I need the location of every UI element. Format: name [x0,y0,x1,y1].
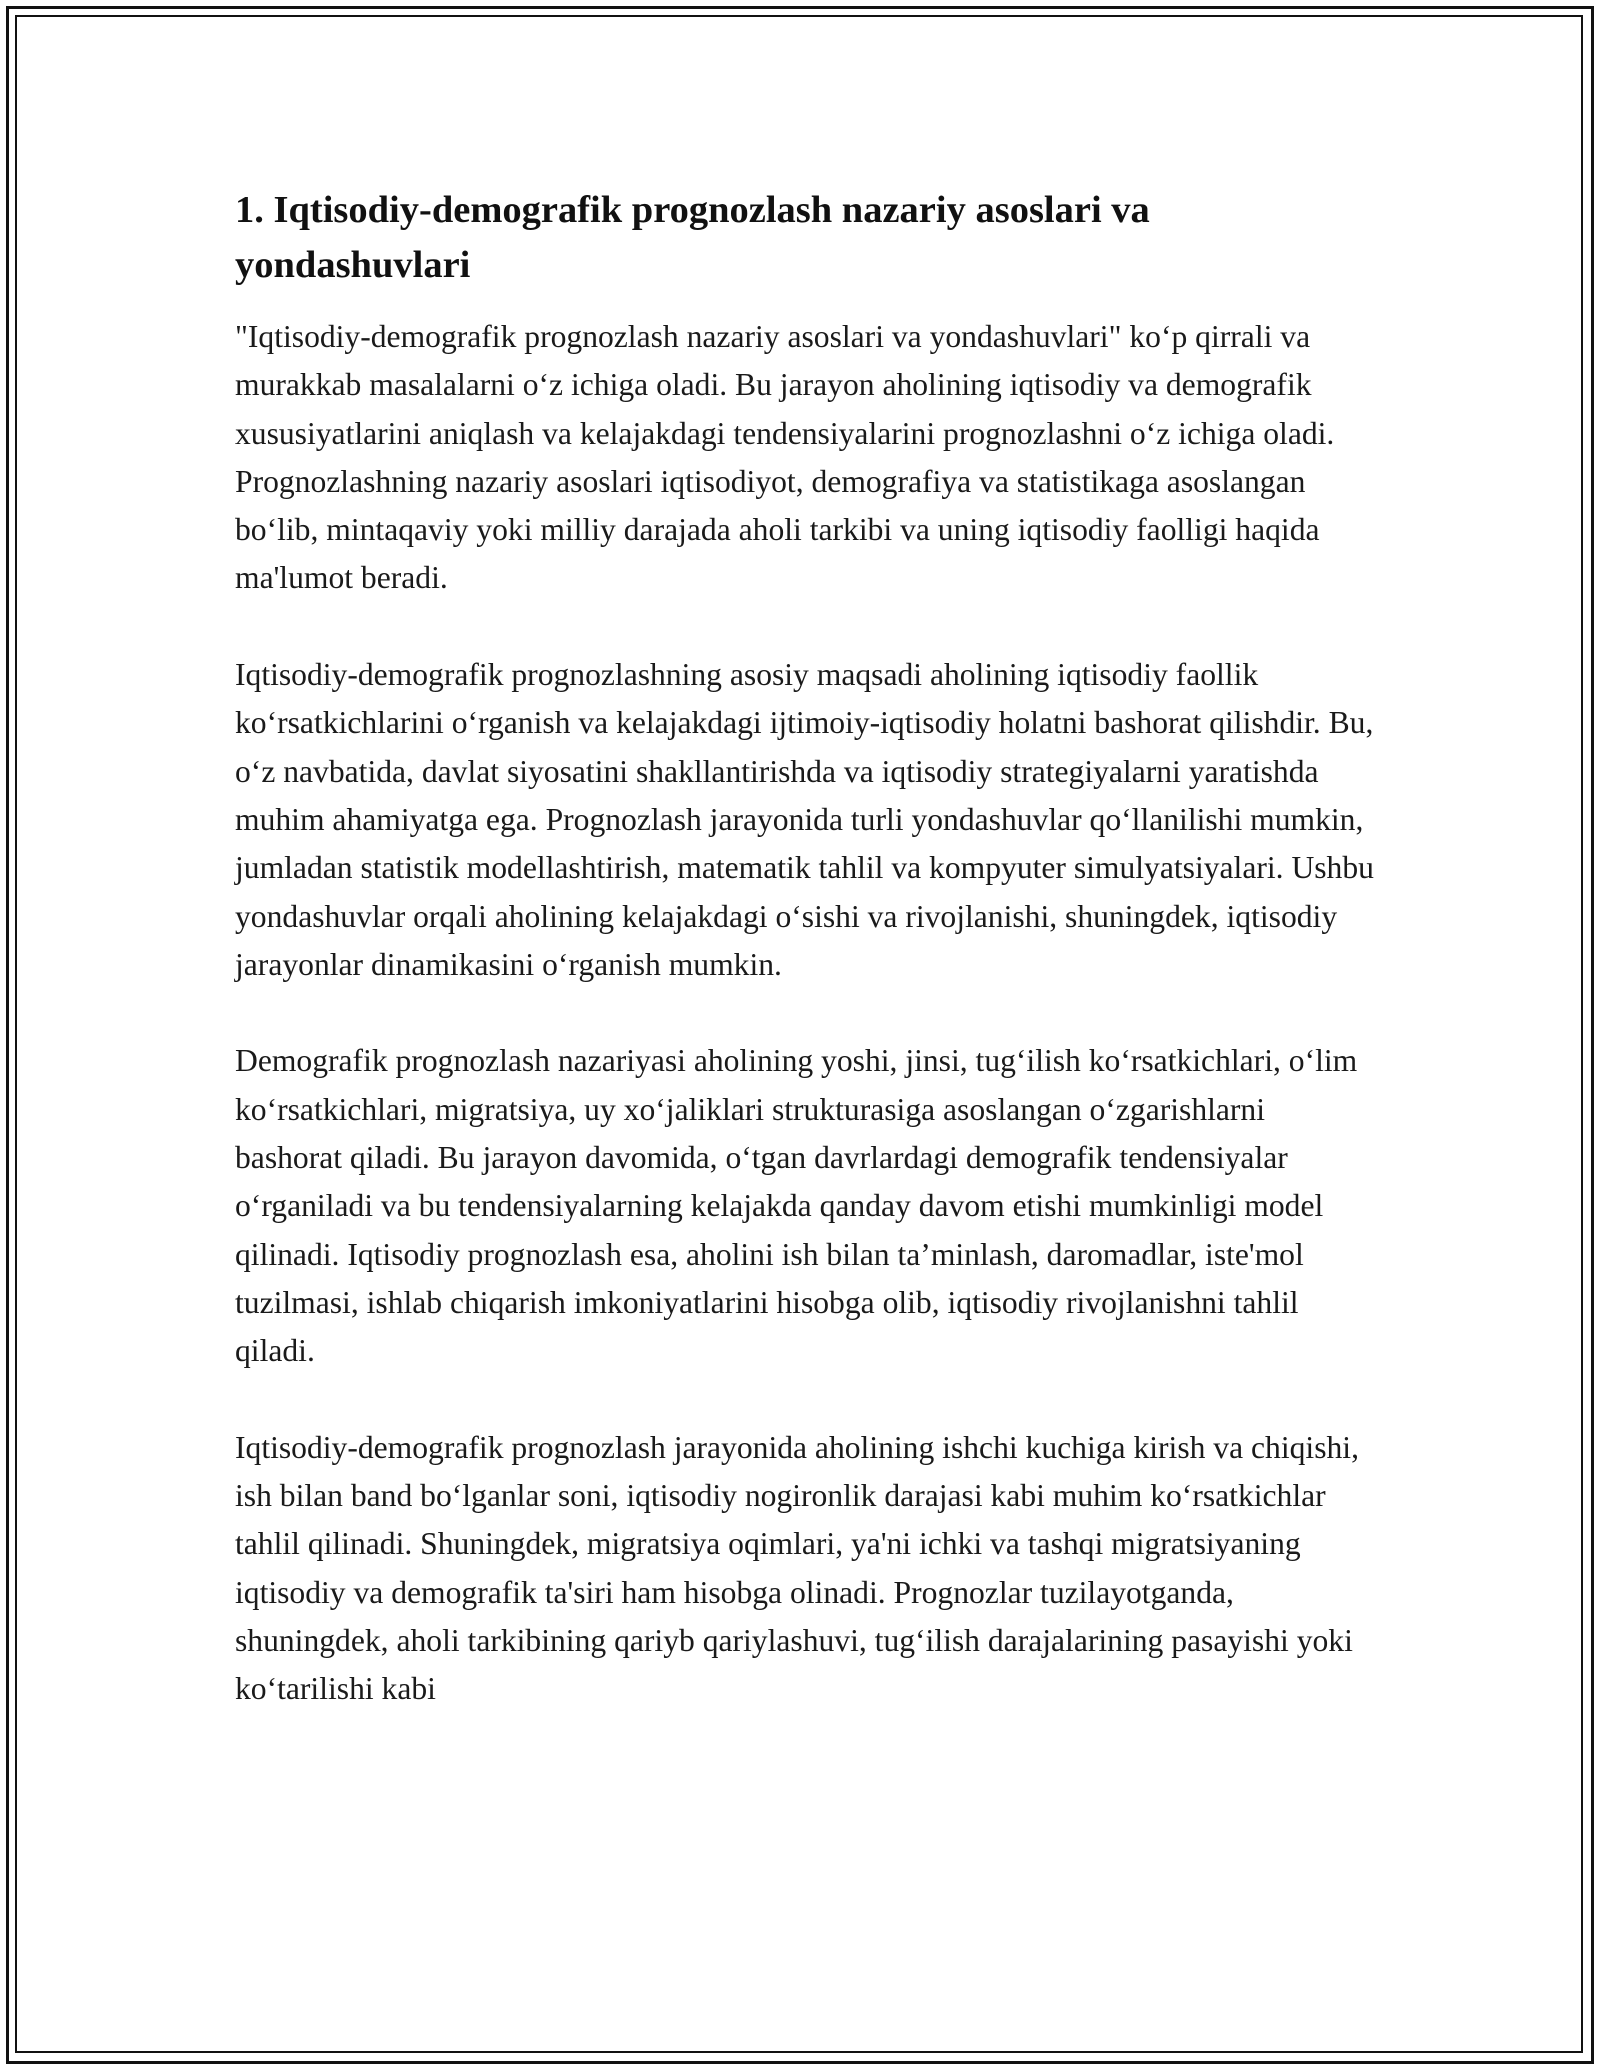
document-body [235,183,1375,1714]
paragraph-2: Iqtisodiy-demografik prognozlashning asosiy maqsadi aholining iqtisodiy faollik ko‘rsatkichlarini o‘rganish va kelajakdagi ijtimoiy-iqtisodiy holatni bashorat qilishdir. Bu, o‘z navbatida, davlat siyosatini shakllantirishda va iqtisodiy strategiyalarni yaratishda muhim ahamiyatga ega. Prognozlash jarayonida turli yondashuvlar qo‘llanilishi mumkin, jumladan statistik modellashtirish, matematik tahlil va kompyuter simulyatsiyalari. Ushbu yondashuvlar orqali aholining kelajakdagi o‘sishi va rivojlanishi, shuningdek, iqtisodiy jarayonlar dinamikasini o‘rganish mumkin. [235,657,1374,982]
section-heading: 1. Iqtisodiy-demografik prognozlash nazariy asoslari va yondashuvlari [235,189,1150,286]
paragraph-3: Demografik prognozlash nazariyasi aholining yoshi, jinsi, tug‘ilish ko‘rsatkichlari, o‘lim ko‘rsatkichlari, migratsiya, uy xo‘jaliklari strukturasiga asoslangan o‘zgarishlarni bashorat qiladi. Bu jarayon davomida, o‘tgan davrlardagi demografik tendensiyalar o‘rganiladi va bu tendensiyalarning kelajakda qanday davom etishi mumkinligi model qilinadi. Iqtisodiy prognozlash esa, aholini ish bilan ta’minlash, daromadlar, iste'mol tuzilmasi, ishlab chiqarish imkoniyatlarini hisobga olib, iqtisodiy rivojlanishni tahlil qiladi. [235,1043,1358,1369]
paragraph-1: "Iqtisodiy-demografik prognozlash nazariy asoslari va yondashuvlari" ko‘p qirrali va murakkab masalalarni o‘z ichiga oladi. Bu jarayon aholining iqtisodiy va demografik xususiyatlarini aniqlash va kelajakdagi tendensiyalarini prognozlashni o‘z ichiga oladi. Prognozlashning nazariy asoslari iqtisodiyot, demografiya va statistikaga asoslangan bo‘lib, mintaqaviy yoki milliy darajada aholi tarkibi va uning iqtisodiy faolligi haqida ma'lumot beradi. [235,319,1335,596]
paragraph-4: Iqtisodiy-demografik prognozlash jarayonida aholining ishchi kuchiga kirish va chiqishi, ish bilan band bo‘lganlar soni, iqtisodiy nogironlik darajasi kabi muhim ko‘rsatkichlar tahlil qilinadi. Shuningdek, migratsiya oqimlari, ya'ni ichki va tashqi migratsiyaning iqtisodiy va demografik ta'siri ham hisobga olinadi. Prognozlar tuzilayotganda, shuningdek, aholi tarkibining qariyb qariylashuvi, tug‘ilish darajalarining pasayishi yoki ko‘tarilishi kabi [235,1429,1359,1707]
